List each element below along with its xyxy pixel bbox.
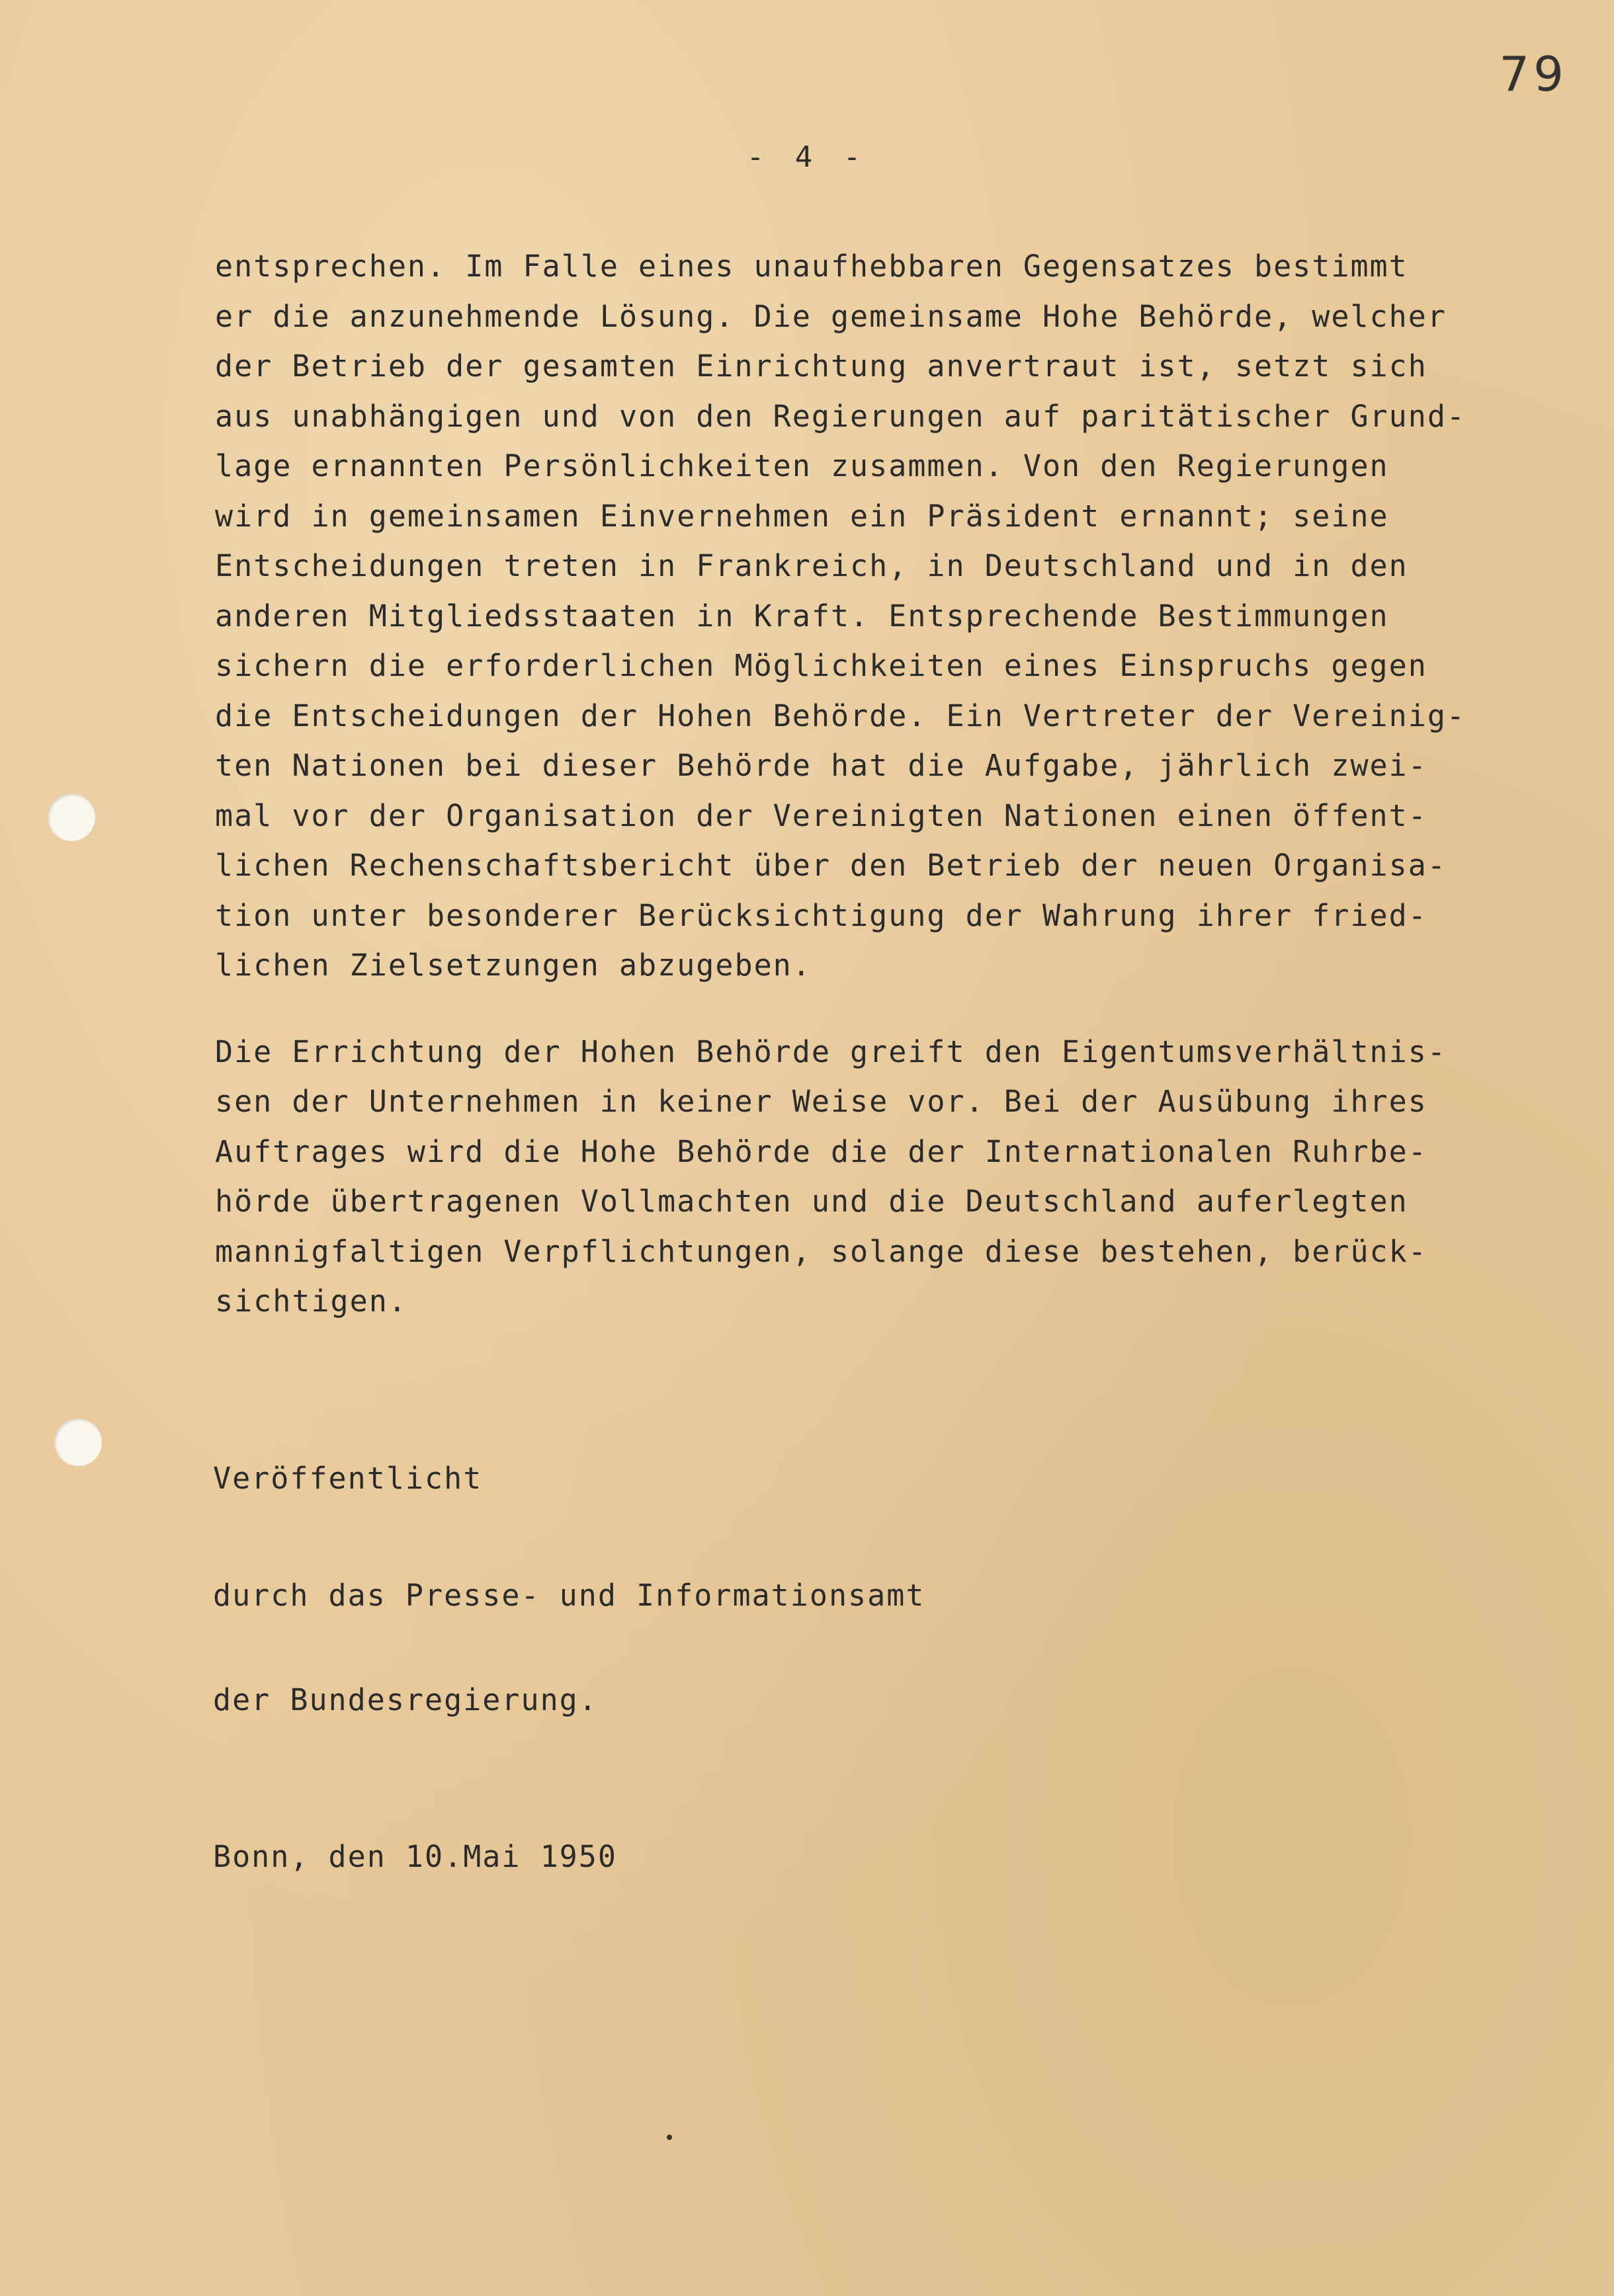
paragraph-2-line: sichtigen.	[215, 1284, 407, 1319]
publisher-line-1: durch das Presse- und Informationsamt	[213, 1578, 925, 1613]
paragraph-1-line: lichen Zielsetzungen abzugeben.	[215, 948, 812, 983]
paragraph-2-line: mannigfaltigen Verpflichtungen, solange diese bestehen, berück-	[215, 1233, 1427, 1269]
paragraph-1-line: sichern die erforderlichen Möglichkeiten eines Einspruchs gegen	[215, 648, 1427, 683]
punch-hole-lower	[54, 1418, 102, 1466]
publication-block	[213, 1389, 925, 1947]
paragraph-2-line: hörde übertragenen Vollmachten und die Deutschland auferlegten	[215, 1184, 1408, 1219]
paragraph-1-line: der Betrieb der gesamten Einrichtung anvertraut ist, setzt sich	[215, 348, 1427, 384]
paragraph-1-line: aus unabhängigen und von den Regierungen auf paritätischer Grund-	[215, 398, 1466, 434]
ink-speck	[667, 2135, 672, 2140]
published-label: Veröffentlicht	[213, 1461, 483, 1496]
page-number: - 4 -	[746, 140, 868, 174]
paragraph-1-line: lichen Rechenschaftsbericht über den Betrieb der neuen Organisa-	[215, 848, 1447, 883]
paragraph-1-line: ten Nationen bei dieser Behörde hat die Aufgabe, jährlich zwei-	[215, 748, 1427, 783]
paragraph-gap	[215, 991, 1525, 1027]
paragraph-1-line: lage ernannten Persönlichkeiten zusammen. Von den Regierungen	[215, 448, 1389, 483]
place-date: Bonn, den 10.Mai 1950	[213, 1839, 617, 1874]
paragraph-1-line: er die anzunehmende Lösung. Die gemeinsame Hohe Behörde, welcher	[215, 298, 1447, 334]
paragraph-1-line: mal vor der Organisation der Vereinigten Nationen einen öffent-	[215, 798, 1427, 833]
paragraph-1-line: wird in gemeinsamen Einvernehmen ein Präsident ernannt; seine	[215, 498, 1389, 534]
punch-hole-upper	[48, 794, 95, 841]
paragraph-1-line: anderen Mitgliedsstaaten in Kraft. Entsprechende Bestimmungen	[215, 598, 1389, 634]
paragraph-1-line: entsprechen. Im Falle eines unaufhebbaren Gegensatzes bestimmt	[215, 249, 1408, 284]
paragraph-2-line: Auftrages wird die Hohe Behörde die der Internationalen Ruhrbe-	[215, 1133, 1427, 1169]
body-text	[215, 241, 1525, 1327]
paragraph-2-line: sen der Unternehmen in keiner Weise vor. Bei der Ausübung ihres	[215, 1084, 1427, 1119]
folio-number: 79	[1499, 46, 1568, 102]
publisher-line-2: der Bundesregierung.	[213, 1682, 598, 1717]
paragraph-1-line: Entscheidungen treten in Frankreich, in Deutschland und in den	[215, 548, 1408, 583]
paragraph-2-line: Die Errichtung der Hohen Behörde greift den Eigentumsverhältnis-	[215, 1034, 1447, 1069]
paragraph-1-line: die Entscheidungen der Hohen Behörde. Ein Vertreter der Vereinig-	[215, 698, 1466, 733]
paragraph-1-line: tion unter besonderer Berücksichtigung der Wahrung ihrer fried-	[215, 897, 1427, 933]
